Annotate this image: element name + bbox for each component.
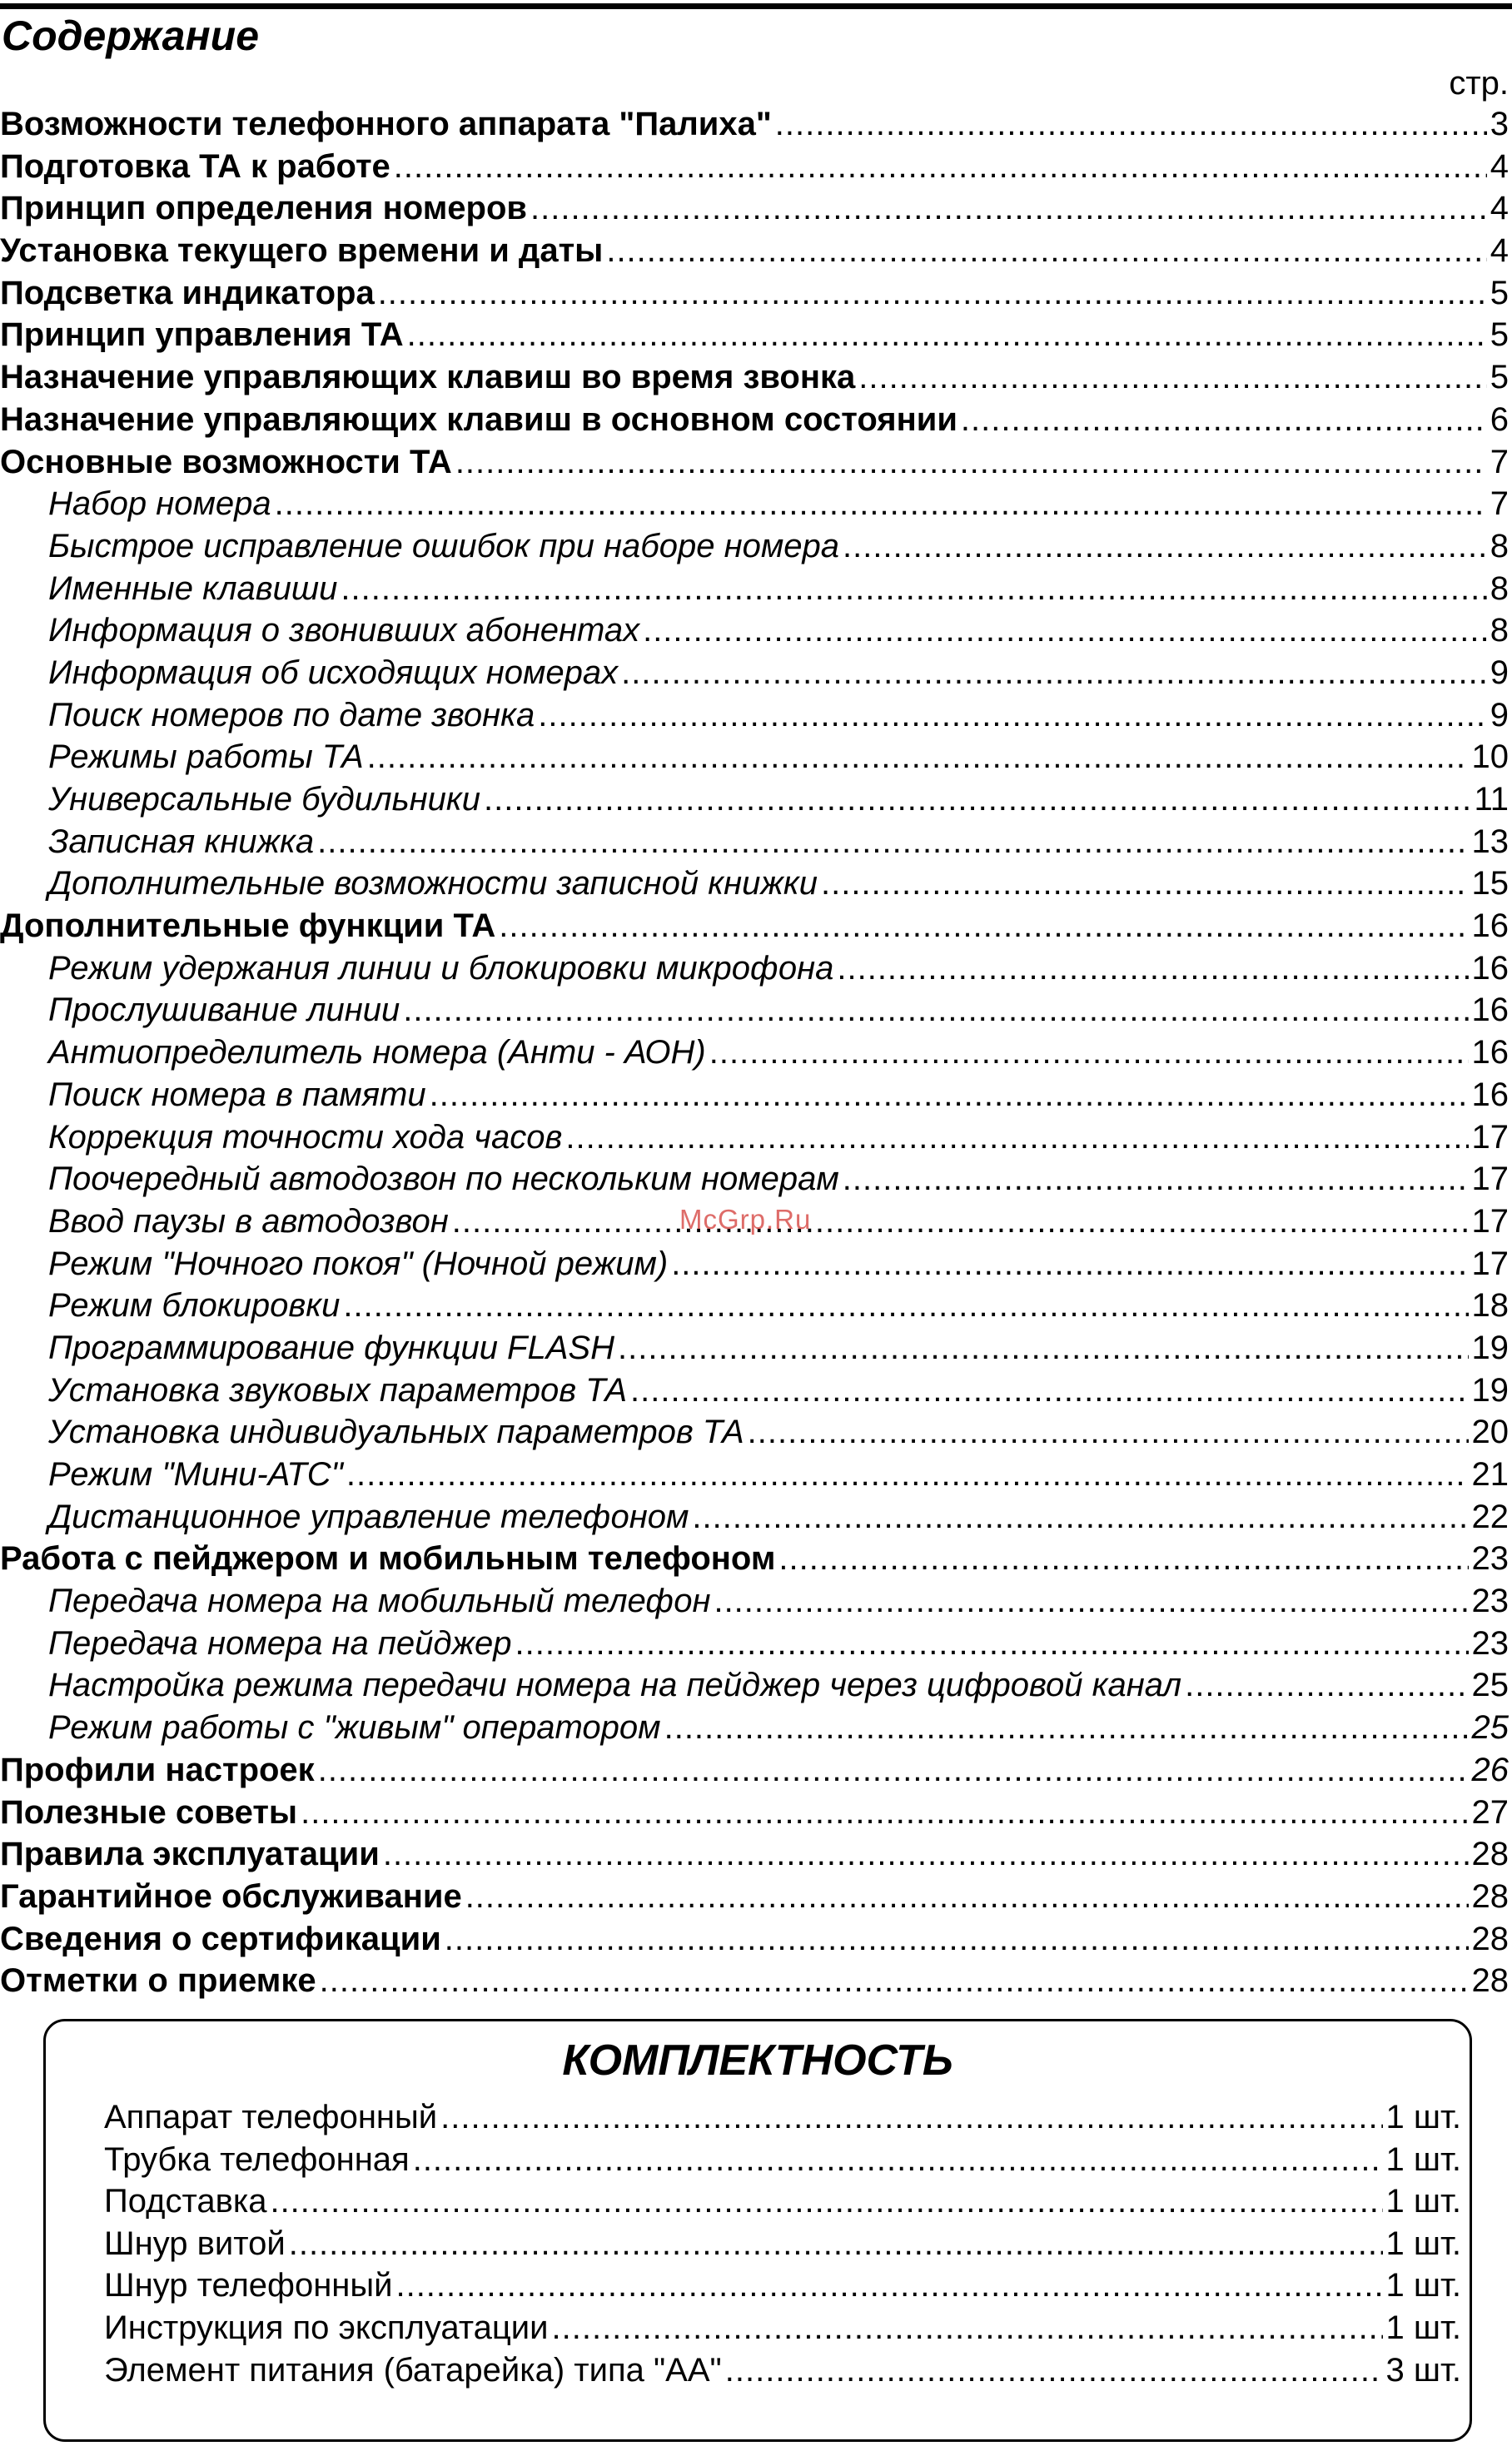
kit-item-qty: 1 шт.	[1385, 2309, 1461, 2346]
toc-entry-title: Режим "Ночного покоя" (Ночной режим)	[48, 1245, 669, 1282]
kit-title: КОМПЛЕКТНОСТЬ	[562, 2036, 953, 2085]
toc-entry-page: 16	[1471, 1034, 1509, 1071]
dot-leader	[1185, 1664, 1468, 1707]
toc-entry-title: Возможности телефонного аппарата "Палиха"	[0, 106, 772, 142]
kit-item	[104, 2180, 1461, 2223]
toc-entry-page: 7	[1490, 443, 1509, 480]
toc-entry-title: Антиопределитель номера (Анти - АОН)	[48, 1034, 706, 1071]
dot-leader	[455, 441, 1487, 484]
toc-entry-title: Подготовка ТА к работе	[0, 147, 390, 185]
toc-entry-page: 7	[1490, 485, 1509, 523]
toc-entry-title: Дополнительные функции ТА	[0, 907, 496, 945]
dot-leader	[643, 609, 1487, 652]
toc-entry-title: Работа с пейджером и мобильным телефоном	[0, 1540, 776, 1578]
kit-item-qty: 1 шт.	[1385, 2183, 1461, 2220]
toc-entry[interactable]	[0, 146, 1509, 188]
toc-entry-title: Информация об исходящих номерах	[48, 654, 619, 691]
toc-entry-page: 16	[1471, 907, 1509, 945]
toc-entry-page: 17	[1471, 1118, 1509, 1156]
toc-entry-page: 23	[1471, 1624, 1509, 1662]
toc-entry[interactable]	[0, 694, 1509, 737]
toc-entry[interactable]	[0, 1623, 1509, 1665]
toc-entry[interactable]	[0, 1370, 1509, 1412]
toc-entry-title: Передача номера на пейджер	[48, 1624, 512, 1662]
toc-entry[interactable]	[0, 187, 1509, 230]
dot-leader	[430, 1074, 1469, 1116]
dot-leader	[630, 1370, 1469, 1412]
toc-entry-page: 11	[1474, 781, 1509, 818]
toc-entry-page: 28	[1471, 1920, 1509, 1957]
dot-leader	[465, 1876, 1469, 1918]
toc-entry[interactable]	[0, 103, 1509, 146]
dot-leader	[275, 483, 1487, 525]
toc-entry-page: 19	[1471, 1371, 1509, 1409]
dot-leader	[515, 1623, 1469, 1665]
toc-entry-page: 5	[1490, 359, 1509, 396]
toc-entry-title: Режим работы с "живым" оператором	[48, 1709, 661, 1747]
toc-entry-page: 6	[1490, 400, 1509, 438]
toc-entry-title: Установка индивидуальных параметров ТА	[48, 1414, 744, 1451]
toc-entry[interactable]	[0, 441, 1509, 484]
dot-leader	[378, 272, 1487, 315]
toc-entry-page: 8	[1490, 569, 1509, 607]
toc-entry-page: 25	[1471, 1709, 1509, 1747]
dot-leader	[346, 1454, 1469, 1496]
toc-entry[interactable]	[0, 399, 1509, 441]
toc-entry[interactable]	[0, 1918, 1509, 1961]
toc-entry-page: 17	[1471, 1245, 1509, 1282]
dot-leader	[301, 1792, 1468, 1834]
toc-entry-page: 9	[1490, 654, 1509, 691]
toc-entry[interactable]	[0, 821, 1509, 863]
toc-entry-page: 10	[1471, 738, 1509, 776]
toc-entry-title: Отметки о приемке	[0, 1962, 316, 2000]
toc-entry-page: 22	[1471, 1498, 1509, 1535]
dot-leader	[843, 1158, 1469, 1201]
toc-entry[interactable]	[0, 1158, 1509, 1201]
toc-entry-title: Режим удержания линии и блокировки микрофона	[48, 949, 834, 987]
kit-item-name: Инструкция по эксплуатации	[104, 2309, 549, 2346]
toc-entry-page: 27	[1471, 1793, 1509, 1831]
toc-entry-title: Профили настроек	[0, 1751, 315, 1788]
toc-entry-title: Программирование функции FLASH	[48, 1329, 614, 1366]
toc-entry-title: Назначение управляющих клавиш во время звонка	[0, 359, 856, 396]
toc-entry-page: 4	[1490, 232, 1509, 270]
toc-entry[interactable]	[0, 1327, 1509, 1370]
dot-leader	[837, 947, 1468, 990]
toc-entry-page: 8	[1490, 527, 1509, 564]
dot-leader	[748, 1411, 1469, 1454]
toc-entry-title: Дистанционное управление телефоном	[48, 1498, 689, 1535]
dot-leader	[530, 187, 1487, 230]
toc-entry[interactable]	[0, 314, 1509, 356]
toc-entry-page: 17	[1471, 1161, 1509, 1198]
toc-entry-title: Универсальные будильники	[48, 781, 481, 818]
toc-entry[interactable]	[0, 1707, 1509, 1749]
toc-entry[interactable]	[0, 1074, 1509, 1116]
dot-leader	[692, 1496, 1468, 1539]
toc-entry[interactable]	[0, 1538, 1509, 1580]
dot-leader	[383, 1833, 1469, 1876]
toc-entry-page: 19	[1471, 1329, 1509, 1366]
dot-leader	[452, 1201, 1469, 1243]
toc-entry-title: Принцип управления ТА	[0, 316, 404, 354]
dot-leader	[961, 399, 1487, 441]
dot-leader	[618, 1327, 1469, 1370]
toc-entry-title: Принцип определения номеров	[0, 190, 527, 227]
toc-entry-page: 4	[1490, 147, 1509, 185]
toc-entry[interactable]	[0, 1792, 1509, 1834]
toc-entry-title: Прослушивание линии	[48, 992, 400, 1029]
toc-entry[interactable]	[0, 1243, 1509, 1285]
toc-entry-page: 25	[1471, 1667, 1509, 1704]
kit-item-name: Элемент питания (батарейка) типа "АА"	[104, 2351, 722, 2389]
toc-entry[interactable]	[0, 1960, 1509, 2002]
toc-entry[interactable]	[0, 652, 1509, 694]
kit-item-qty: 1 шт.	[1385, 2225, 1461, 2262]
dot-leader	[606, 230, 1486, 272]
toc-entry[interactable]	[0, 1876, 1509, 1918]
toc-entry-page: 16	[1471, 992, 1509, 1029]
toc-entry-title: Поиск номеров по дате звонка	[48, 696, 535, 733]
toc-entry-page: 5	[1490, 274, 1509, 311]
toc-entry-title: Коррекция точности хода часов	[48, 1118, 563, 1156]
dot-leader	[552, 2307, 1383, 2349]
dot-leader	[843, 525, 1487, 568]
toc-entry-title: Подсветка индикатора	[0, 274, 375, 311]
kit-item-name: Трубка телефонная	[104, 2140, 410, 2178]
toc-entry-page: 15	[1471, 865, 1509, 902]
toc-entry-title: Передача номера на мобильный телефон	[48, 1583, 711, 1620]
toc-entry-title: Режимы работы ТА	[48, 738, 364, 776]
dot-leader	[403, 989, 1468, 1032]
toc-entry[interactable]	[0, 1664, 1509, 1707]
toc-entry-page: 5	[1490, 316, 1509, 354]
toc-entry-title: Полезные советы	[0, 1793, 298, 1831]
dot-leader	[440, 2096, 1382, 2139]
kit-item-qty: 1 шт.	[1385, 2140, 1461, 2178]
toc-entry-title: Ввод паузы в автодозвон	[48, 1202, 449, 1240]
toc-entry-page: 18	[1471, 1287, 1509, 1325]
toc-entry-page: 28	[1471, 1836, 1509, 1873]
toc-entry-title: Установка текущего времени и даты	[0, 232, 604, 270]
toc-entry-title: Быстрое исправление ошибок при наборе номера	[48, 527, 839, 564]
dot-leader	[775, 103, 1487, 146]
dot-leader	[858, 356, 1487, 399]
toc-entry-title: Основные возможности ТА	[0, 443, 452, 480]
kit-item-qty: 1 шт.	[1385, 2099, 1461, 2135]
kit-item	[104, 2096, 1461, 2139]
toc-entry[interactable]	[0, 1116, 1509, 1159]
toc-entry-title: Набор номера	[48, 485, 271, 523]
toc-entry-page: 3	[1490, 106, 1509, 142]
kit-item-name: Аппарат телефонный	[104, 2099, 438, 2135]
toc-entry[interactable]	[0, 736, 1509, 778]
toc-entry[interactable]	[0, 947, 1509, 990]
watermark: McGrp.Ru	[679, 1204, 812, 1235]
dot-leader	[317, 821, 1468, 863]
dot-leader	[395, 2265, 1382, 2307]
toc-entry[interactable]	[0, 272, 1509, 315]
toc-entry[interactable]	[0, 1749, 1509, 1792]
dot-leader	[499, 905, 1468, 947]
dot-leader	[709, 1032, 1469, 1074]
toc-entry-title: Записная книжка	[48, 823, 315, 860]
toc-entry-page: 23	[1471, 1540, 1509, 1578]
kit-item	[104, 2349, 1461, 2392]
dot-leader	[318, 1749, 1469, 1792]
toc-entry[interactable]	[0, 356, 1509, 399]
dot-leader	[445, 1918, 1469, 1961]
kit-item	[104, 2307, 1461, 2349]
dot-leader	[289, 2223, 1383, 2265]
toc-entry[interactable]	[0, 525, 1509, 568]
toc-entry-page: 4	[1490, 190, 1509, 227]
kit-item-name: Шнур витой	[104, 2225, 286, 2262]
dot-leader	[407, 314, 1487, 356]
toc-entry[interactable]	[0, 1285, 1509, 1327]
toc-entry-title: Режим блокировки	[48, 1287, 341, 1325]
kit-item-qty: 1 шт.	[1385, 2267, 1461, 2304]
kit-list	[104, 2096, 1461, 2391]
kit-item-name: Подставка	[104, 2183, 267, 2220]
kit-item	[104, 2139, 1461, 2181]
toc-entry-title: Именные клавиши	[48, 569, 338, 607]
dot-leader	[320, 1960, 1469, 2002]
toc-entry[interactable]	[0, 863, 1509, 905]
dot-leader	[621, 652, 1487, 694]
toc-entry[interactable]	[0, 230, 1509, 272]
top-rule	[0, 3, 1512, 9]
toc-entry-title: Правила эксплуатации	[0, 1836, 380, 1873]
toc-entry-title: Сведения о сертификации	[0, 1920, 441, 1957]
kit-item	[104, 2265, 1461, 2307]
toc-entry-page: 23	[1471, 1583, 1509, 1620]
toc-entry[interactable]	[0, 989, 1509, 1032]
toc-entry[interactable]	[0, 568, 1509, 610]
toc-entry[interactable]	[0, 1454, 1509, 1496]
toc-entry-title: Дополнительные возможности записной книжки	[48, 865, 818, 902]
kit-item-qty: 3 шт.	[1385, 2351, 1461, 2389]
toc-entry-page: 17	[1471, 1202, 1509, 1240]
toc-entry-page: 28	[1471, 1877, 1509, 1915]
toc-entry[interactable]	[0, 905, 1509, 947]
toc-entry-page: 21	[1471, 1456, 1509, 1493]
toc-entry-title: Гарантийное обслуживание	[0, 1877, 462, 1915]
dot-leader	[367, 736, 1469, 778]
toc-entry[interactable]	[0, 483, 1509, 525]
toc-entry[interactable]	[0, 1411, 1509, 1454]
dot-leader	[270, 2180, 1382, 2223]
toc-entry-title: Установка звуковых параметров ТА	[48, 1371, 627, 1409]
dot-leader	[341, 568, 1486, 610]
toc-entry-page: 16	[1471, 1076, 1509, 1113]
page-title: Содержание	[2, 12, 260, 59]
dot-leader	[565, 1116, 1468, 1159]
toc-entry-page: 16	[1471, 949, 1509, 987]
toc-entry[interactable]	[0, 778, 1509, 821]
toc-entry-page: 13	[1471, 823, 1509, 860]
toc-entry[interactable]	[0, 1496, 1509, 1539]
toc-entry-page: 9	[1490, 696, 1509, 733]
dot-leader	[343, 1285, 1468, 1327]
table-of-contents	[0, 103, 1509, 2002]
dot-leader	[725, 2349, 1383, 2392]
dot-leader	[484, 778, 1470, 821]
toc-entry-title: Настройка режима передачи номера на пейджер через цифровой канал	[48, 1667, 1182, 1704]
kit-item-name: Шнур телефонный	[104, 2267, 393, 2304]
toc-entry[interactable]	[0, 1580, 1509, 1623]
toc-entry[interactable]	[0, 1833, 1509, 1876]
toc-entry-title: Информация о звонивших абонентах	[48, 612, 640, 649]
dot-leader	[714, 1580, 1468, 1623]
kit-item	[104, 2223, 1461, 2265]
dot-leader	[664, 1707, 1469, 1749]
toc-entry-title: Режим "Мини-АТС"	[48, 1456, 343, 1493]
toc-entry-title: Поиск номера в памяти	[48, 1076, 426, 1113]
dot-leader	[778, 1538, 1468, 1580]
toc-entry-page: 20	[1471, 1414, 1509, 1451]
toc-entry[interactable]	[0, 609, 1509, 652]
kit-box	[43, 2019, 1472, 2442]
toc-entry-title: Назначение управляющих клавиш в основном состоянии	[0, 400, 957, 438]
toc-entry-page: 28	[1471, 1962, 1509, 2000]
toc-entry[interactable]	[0, 1032, 1509, 1074]
page-column-label: стр.	[1449, 65, 1509, 102]
toc-entry-page: 8	[1490, 612, 1509, 649]
dot-leader	[394, 146, 1487, 188]
dot-leader	[538, 694, 1486, 737]
dot-leader	[413, 2139, 1383, 2181]
toc-entry-title: Поочередный автодозвон по нескольким номерам	[48, 1161, 839, 1198]
dot-leader	[821, 863, 1468, 905]
toc-entry-page: 26	[1471, 1751, 1509, 1788]
dot-leader	[671, 1243, 1468, 1285]
